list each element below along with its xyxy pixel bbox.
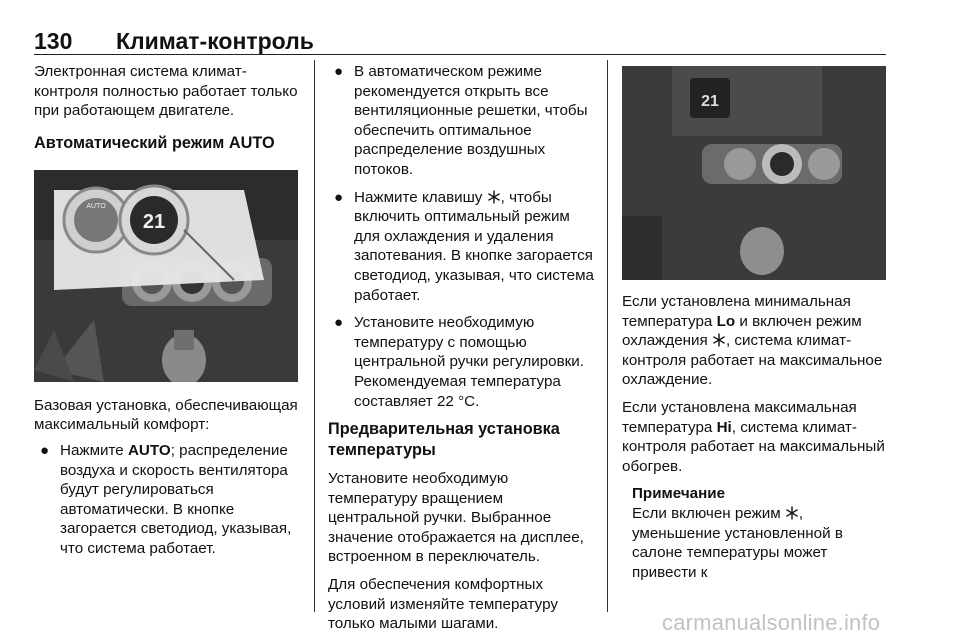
column-middle (328, 62, 596, 634)
climate-panel-illustration (34, 170, 298, 382)
bullet-item: ● В автоматическом режиме рекомендуется открыть все вентиляционные решетки, чтобы обеспечить оптимальное распределение воздушных потоков. (334, 63, 588, 178)
snowflake-icon (712, 333, 726, 347)
note-text: Если включен режим , уменьшение установленной в салоне температуры может привести к (632, 504, 843, 581)
column-right (622, 62, 890, 582)
temperature-display: 21 (142, 210, 166, 233)
intro-paragraph: Электронная система климат-контроля полностью работает только при работающем двигателе. (34, 63, 298, 120)
preset-paragraph-1: Установите необходимую температуру вращением центральной ручки. Выбранное значение отображается на дисплее, встроенном в переключатель. (328, 470, 584, 566)
snowflake-icon (487, 190, 501, 204)
note-title: Примечание (632, 485, 726, 503)
section-heading-preset: Предварительная установка температуры (328, 420, 560, 460)
column-left (34, 62, 302, 559)
watermark: carmanualsonline.info (662, 610, 881, 635)
bullet-item: ● Нажмите AUTO; распределение воздуха и скорость вентилятора будут регулироваться автоматически. В кнопке загорается светодиод, указывая, что система работает. (40, 441, 292, 557)
lo-paragraph: Если установлена минимальная температура Lo и включен режим охлаждения , система климат-контроля работает на максимальное охлаждение. (622, 293, 883, 389)
hi-paragraph: Если установлена максимальная температура Hi, система климат-контроля работает на максимальный обогрев. (622, 398, 885, 475)
auto-bullet-list (34, 441, 302, 559)
page-header (34, 14, 886, 55)
lo-label: Lo (716, 312, 736, 330)
bullet-item: ● Нажмите клавишу , чтобы включить оптимальный режим для охлаждения и удаления запотевания. В кнопке загорается светодиод, указывая, что система работает. (334, 188, 594, 304)
bullet-list-middle (328, 62, 596, 411)
page-number: 130 (34, 28, 73, 54)
auto-key-label: AUTO (127, 441, 171, 459)
hi-label: Hi (716, 418, 732, 436)
caption-paragraph: Базовая установка, обеспечивающая максимальный комфорт: (34, 396, 298, 434)
note-box (622, 484, 890, 582)
column-divider (607, 60, 608, 612)
knob-illustration (622, 66, 886, 280)
preset-paragraph-2: Для обеспечения комфортных условий изменяйте температуру только малыми шагами. (328, 576, 558, 633)
column-divider (314, 60, 315, 612)
auto-knob-label: AUTO (86, 202, 106, 210)
page-title: Климат-контроль (116, 28, 314, 54)
snowflake-icon (785, 506, 799, 520)
bullet-dot: ● (40, 441, 50, 459)
svg-text:21: 21 (701, 93, 719, 110)
bullet-item: ● Установите необходимую температуру с помощью центральной ручки регулировки. Рекомендуемая температура составляет 22 °C. (334, 314, 584, 410)
temperature-knob-photo (622, 66, 886, 280)
section-heading-auto: Автоматический режим AUTO (34, 133, 275, 152)
climate-panel-photo (34, 170, 298, 382)
